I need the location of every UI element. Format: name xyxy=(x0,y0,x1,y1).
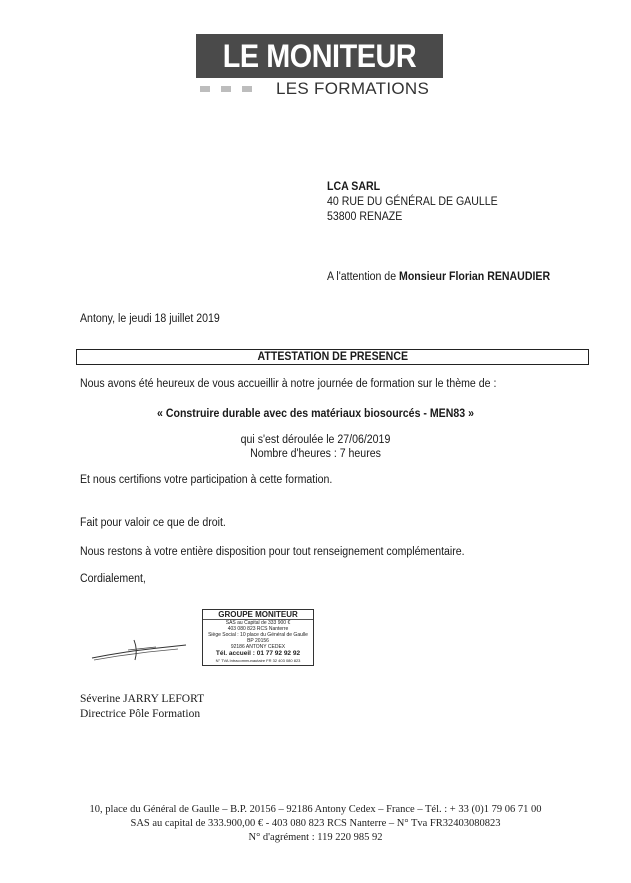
course-title: « Construire durable avec des matériaux biosourcés - MEN83 » xyxy=(157,408,474,420)
valoir-paragraph: Fait pour valoir ce que de droit. xyxy=(80,517,226,529)
square-icon xyxy=(200,86,210,92)
stamp-line: BP 20156 xyxy=(247,638,269,644)
signer-name: Séverine JARRY LEFORT xyxy=(80,693,205,705)
course-date: qui s'est déroulée le 27/06/2019 xyxy=(240,434,391,446)
recipient-company: LCA SARL xyxy=(327,181,381,193)
recipient-address xyxy=(327,180,498,225)
brand-subtitle: LES FORMATIONS xyxy=(276,79,430,98)
brand-subtitle-row xyxy=(200,80,429,98)
company-stamp xyxy=(202,609,314,666)
footer-address: 10, place du Général de Gaulle – B.P. 20156 – 92186 Antony Cedex – France – Tél. : + 33 (0)1 79 06 71 00 xyxy=(89,804,542,815)
attention-name: Monsieur Florian RENAUDIER xyxy=(399,271,551,283)
recipient-city: 53800 RENAZE xyxy=(327,211,403,223)
footer-approval: N° d'agrément : 119 220 985 92 xyxy=(248,832,383,843)
date-line: Antony, le jeudi 18 juillet 2019 xyxy=(80,313,220,325)
recipient-street: 40 RUE DU GÉNÉRAL DE GAULLE xyxy=(327,196,498,208)
signer-role: Directrice Pôle Formation xyxy=(80,708,201,720)
attention-prefix: A l'attention de xyxy=(327,271,400,283)
square-icon xyxy=(221,86,231,92)
stamp-line: 403 080 823 RCS Nanterre xyxy=(227,626,289,632)
brand-name: LE MONITEUR xyxy=(222,37,417,74)
square-icon xyxy=(242,86,252,92)
document-title: ATTESTATION DE PRESENCE xyxy=(257,351,408,363)
signature-drawing xyxy=(88,632,198,664)
footer-legal: SAS au capital de 333.900,00 € - 403 080 823 RCS Nanterre – N° Tva FR32403080823 xyxy=(130,818,501,829)
document-title-box xyxy=(76,349,589,365)
course-hours: Nombre d'heures : 7 heures xyxy=(250,448,381,460)
disposition-paragraph: Nous restons à votre entière disposition pour tout renseignement complémentaire. xyxy=(80,546,465,558)
closing-line: Cordialement, xyxy=(80,573,146,585)
attention-line xyxy=(327,271,550,283)
stamp-line: SAS au Capital de 333 900 € xyxy=(225,620,291,626)
certify-paragraph: Et nous certifions votre participation à cette formation. xyxy=(80,474,333,486)
stamp-phone: Tél. accueil : 01 77 92 92 92 xyxy=(215,650,301,657)
brand-logo xyxy=(196,34,443,78)
stamp-title: GROUPE MONITEUR xyxy=(203,610,313,620)
stamp-line: 92186 ANTONY CEDEX xyxy=(230,644,286,650)
intro-paragraph: Nous avons été heureux de vous accueillir à notre journée de formation sur le thème de : xyxy=(80,378,497,390)
stamp-line: N° TVA Intracommunautaire FR 32 403 080 823 xyxy=(215,658,301,663)
stamp-line: Siège Social : 10 place du Général de Gaulle xyxy=(208,632,308,638)
signer-block xyxy=(80,692,204,722)
